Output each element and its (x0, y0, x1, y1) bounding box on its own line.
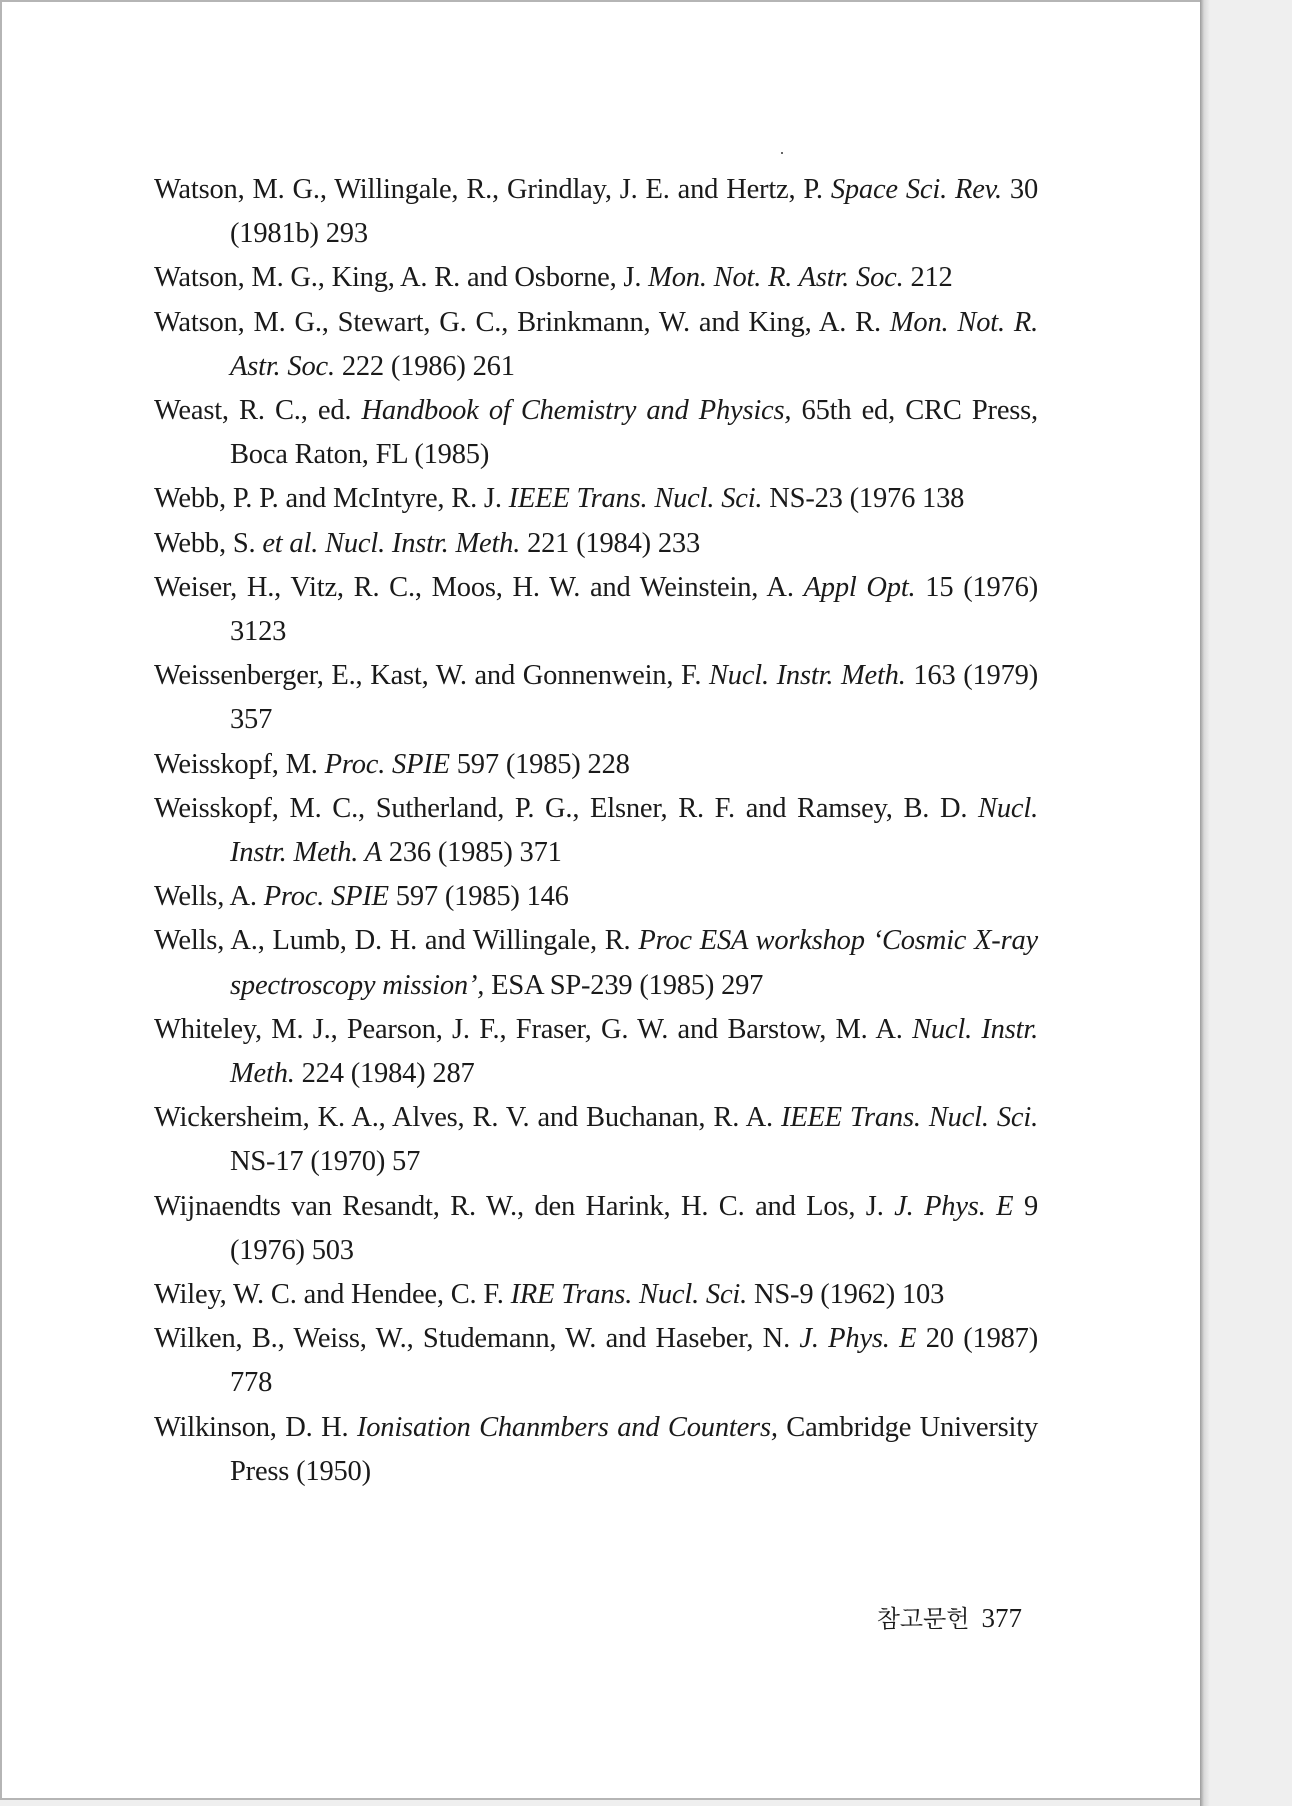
reference-entry: Wilkinson, D. H. Ionisation Chanmbers and Counters, Cambridge University Press (1950) (154, 1411, 1038, 1487)
scan-speck (781, 152, 783, 154)
page-edge-shadow (1200, 0, 1210, 1806)
reference-entry: Weisskopf, M. Proc. SPIE 597 (1985) 228 (154, 748, 630, 780)
reference-entry: Wijnaendts van Resandt, R. W., den Harink, H. C. and Los, J. J. Phys. E 9 (1976) 503 (154, 1190, 1038, 1266)
reference-entry: Wickersheim, K. A., Alves, R. V. and Buchanan, R. A. IEEE Trans. Nucl. Sci. NS-17 (1970) 57 (154, 1102, 1038, 1178)
reference-entry: Wilken, B., Weiss, W., Studemann, W. and Haseber, N. J. Phys. E 20 (1987) 778 (154, 1323, 1039, 1399)
reference-entry: Webb, S. et al. Nucl. Instr. Meth. 221 (1984) 233 (154, 527, 700, 559)
reference-list (154, 168, 1038, 1494)
reference-entry: Whiteley, M. J., Pearson, J. F., Fraser, G. W. and Barstow, M. A. Nucl. Instr. Meth. 224 (1984) 287 (154, 1013, 1038, 1090)
reference-entry: Watson, M. G., Willingale, R., Grindlay, J. E. and Hertz, P. Space Sci. Rev. 30 (1981b) 293 (154, 174, 1038, 250)
section-label: 참고문헌 (876, 1605, 970, 1633)
reference-entry: Weisskopf, M. C., Sutherland, P. G., Elsner, R. F. and Ramsey, B. D. Nucl. Instr. Meth. A 236 (1985) 371 (154, 792, 1038, 869)
reference-entry: Watson, M. G., King, A. R. and Osborne, J. Mon. Not. R. Astr. Soc. 212 (154, 262, 953, 294)
page-number: 377 (981, 1603, 1022, 1633)
reference-entry: Wiley, W. C. and Hendee, C. F. IRE Trans. Nucl. Sci. NS-9 (1962) 103 (154, 1279, 945, 1311)
reference-entry: Wells, A., Lumb, D. H. and Willingale, R. Proc ESA workshop ‘Cosmic X-ray spectroscopy mission’, ESA SP-239 (1985) 297 (154, 925, 1038, 1001)
reference-entry: Webb, P. P. and McIntyre, R. J. IEEE Trans. Nucl. Sci. NS-23 (1976 138 (154, 483, 965, 515)
reference-entry: Wells, A. Proc. SPIE 597 (1985) 146 (154, 881, 569, 913)
reference-entry: Weiser, H., Vitz, R. C., Moos, H. W. and Weinstein, A. Appl Opt. 15 (1976) 3123 (154, 571, 1038, 648)
reference-entry: Weast, R. C., ed. Handbook of Chemistry and Physics, 65th ed, CRC Press, Boca Raton, FL (1985) (154, 395, 1038, 471)
page-footer (862, 1599, 1022, 1634)
reference-entry: Weissenberger, E., Kast, W. and Gonnenwein, F. Nucl. Instr. Meth. 163 (1979) 357 (154, 660, 1038, 736)
reference-entry: Watson, M. G., Stewart, G. C., Brinkmann, W. and King, A. R. Mon. Not. R. Astr. Soc. 222 (1986) 261 (154, 306, 1038, 382)
